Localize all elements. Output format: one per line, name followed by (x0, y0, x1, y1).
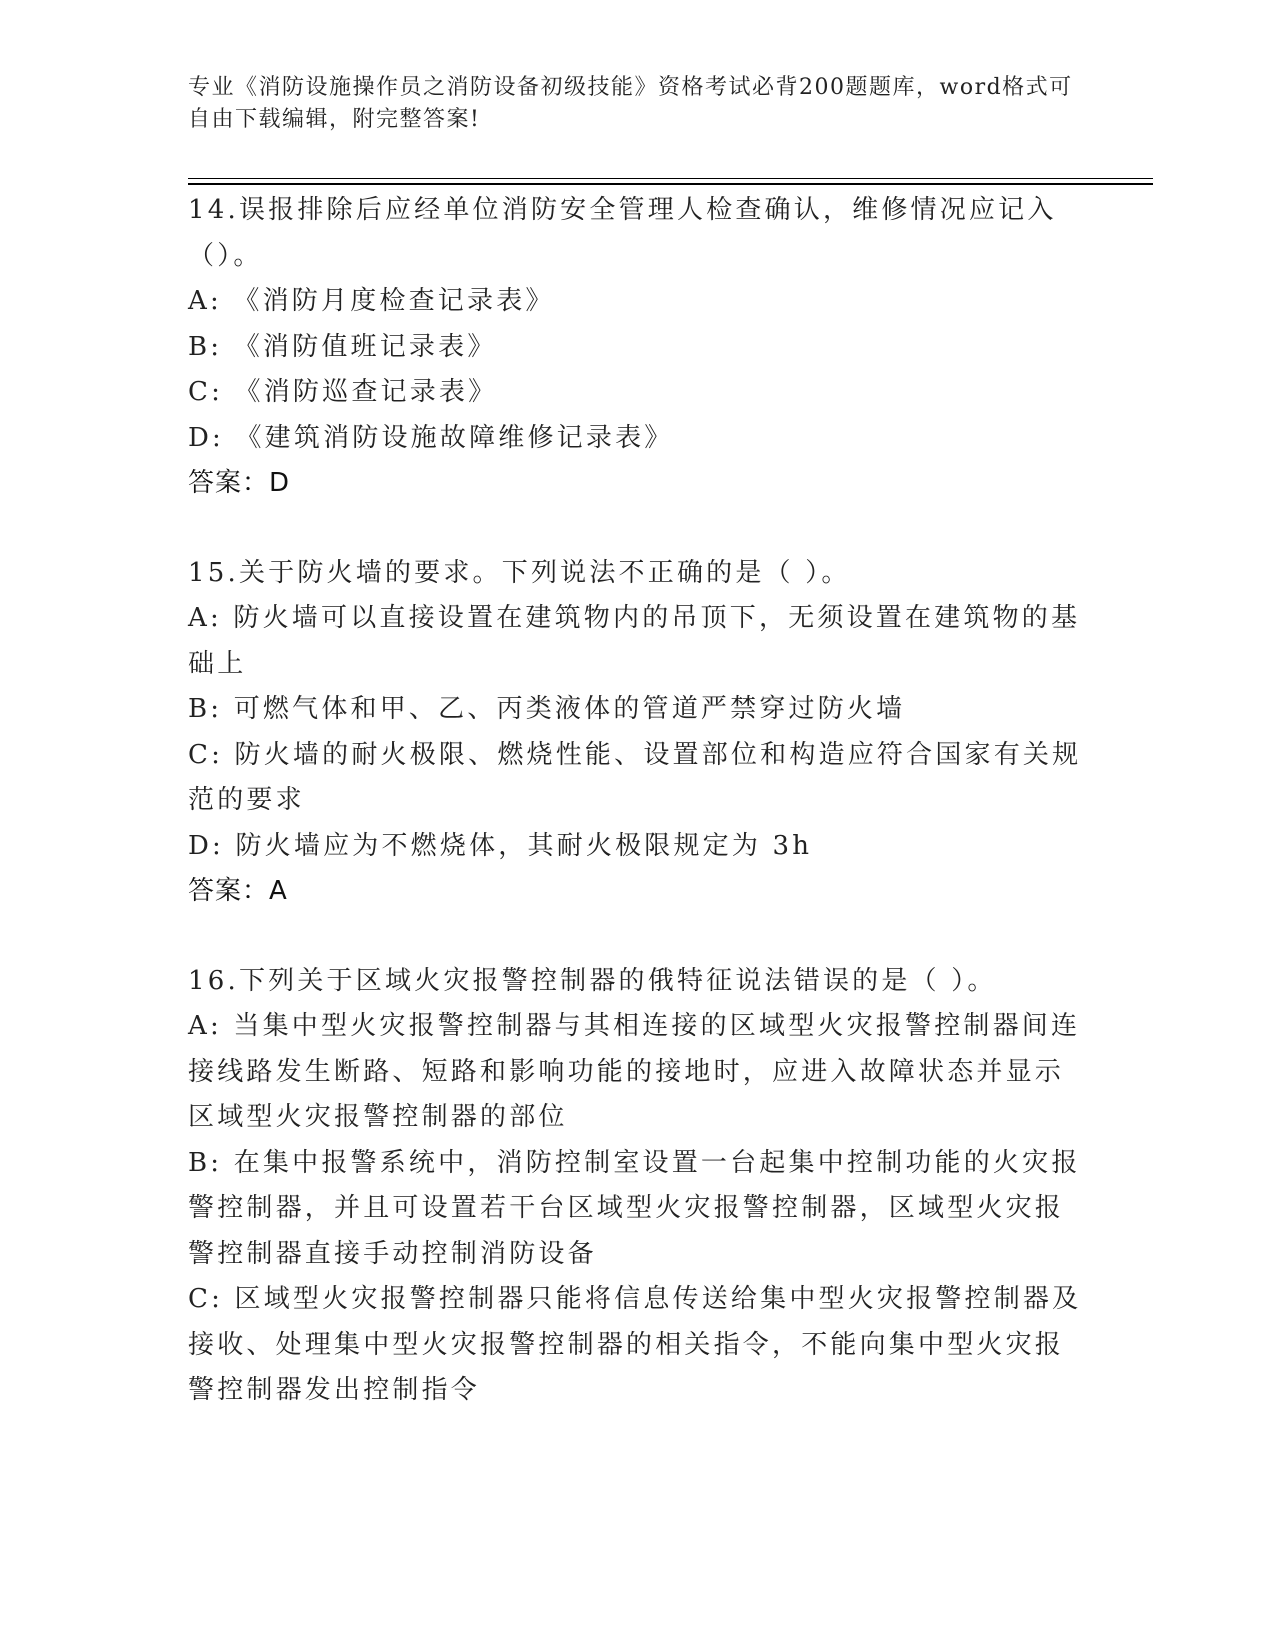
option-d: D: 防火墙应为不燃烧体，其耐火极限规定为 3h (188, 830, 813, 861)
option-c: C: 区域型火灾报警控制器只能将信息传送给集中型火灾报警控制器及接收、处理集中型火灾报警控制器的相关指令，不能向集中型火灾报警控制器发出控制指令 (188, 1284, 1082, 1405)
question-stem: 14.误报排除后应经单位消防安全管理人检查确认，维修情况应记入（）。 (188, 195, 1057, 271)
question-list (188, 188, 1088, 1414)
answer-line: 答案：D (188, 468, 291, 498)
header-text: 专业《消防设施操作员之消防设备初级技能》资格考试必背200题题库，word格式可自由下载编辑，附完整答案! (188, 75, 1073, 132)
option-b: B: 可燃气体和甲、乙、丙类液体的管道严禁穿过防火墙 (188, 694, 906, 724)
question-14 (188, 188, 1088, 507)
option-a: A: 当集中型火灾报警控制器与其相连接的区域型火灾报警控制器间连接线路发生断路、短路和影响功能的接地时，应进入故障状态并显示区域型火灾报警控制器的部位 (188, 1011, 1081, 1132)
header-rule-thick (188, 183, 1153, 185)
answer-line: 答案：A (188, 876, 288, 906)
option-a: A: 防火墙可以直接设置在建筑物内的吊顶下，无须设置在建筑物的基础上 (188, 603, 1081, 679)
question-stem: 16.下列关于区域火灾报警控制器的俄特征说法错误的是（ ）。 (188, 965, 997, 996)
option-d: D: 《建筑消防设施故障维修记录表》 (188, 422, 674, 453)
question-stem: 15.关于防火墙的要求。下列说法不正确的是（ ）。 (188, 557, 851, 588)
question-15 (188, 551, 1088, 915)
option-c: C: 《消防巡查记录表》 (188, 377, 498, 407)
header-rule-thin (188, 178, 1153, 179)
option-a: A: 《消防月度检查记录表》 (188, 286, 555, 316)
question-16 (188, 959, 1088, 1414)
document-header (188, 72, 1088, 136)
option-b: B: 在集中报警系统中，消防控制室设置一台起集中控制功能的火灾报警控制器，并且可设置若干台区域型火灾报警控制器，区域型火灾报警控制器直接手动控制消防设备 (188, 1147, 1081, 1269)
option-b: B: 《消防值班记录表》 (188, 331, 497, 362)
option-c: C: 防火墙的耐火极限、燃烧性能、设置部位和构造应符合国家有关规范的要求 (188, 739, 1082, 815)
